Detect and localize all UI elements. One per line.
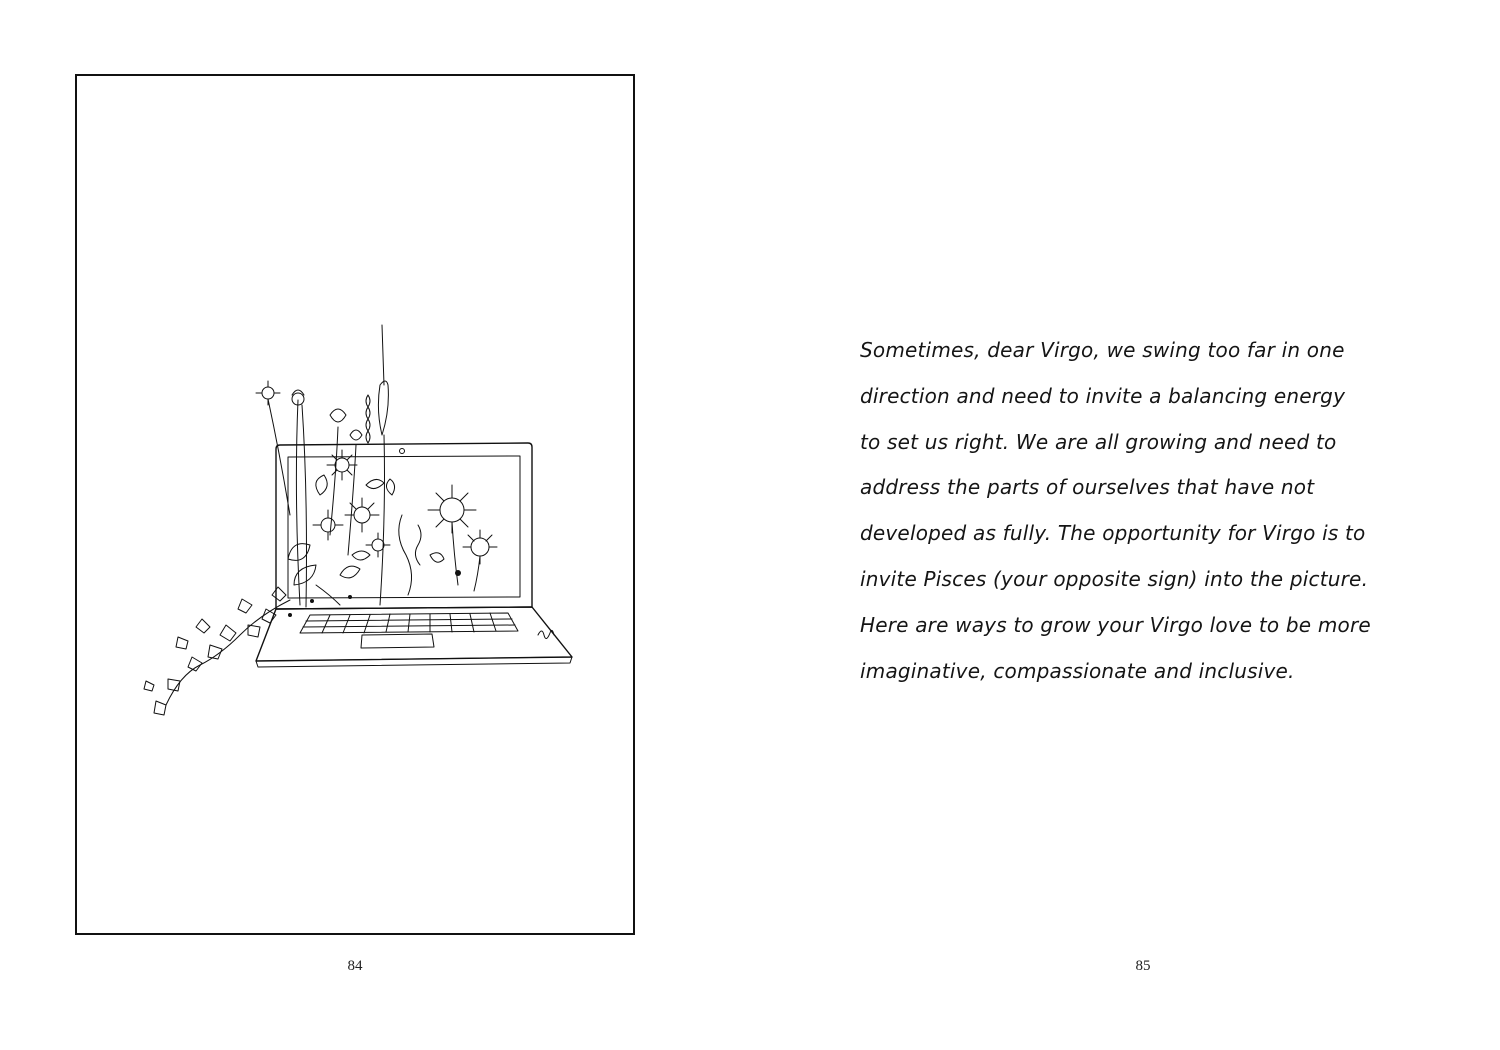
laptop-with-flowers-illustration xyxy=(140,315,580,735)
body-paragraph xyxy=(860,328,1420,694)
paragraph-line: invite Pisces (your opposite sign) into the picture. xyxy=(860,566,1369,591)
paragraph-line: Sometimes, dear Virgo, we swing too far in one xyxy=(860,338,1345,362)
paragraph-line: to set us right. We are all growing and need to xyxy=(860,429,1337,454)
paragraph-line: address the parts of ourselves that have not xyxy=(860,475,1315,500)
paragraph-line: developed as fully. The opportunity for Virgo is to xyxy=(860,521,1366,546)
page-number-left: 84 xyxy=(347,958,363,974)
right-page xyxy=(750,0,1500,1050)
page-number-right: 85 xyxy=(1135,958,1151,974)
paragraph-line: direction and need to invite a balancing energy xyxy=(860,383,1346,408)
paragraph-line: imaginative, compassionate and inclusive. xyxy=(860,658,1295,683)
paragraph-line: Here are ways to grow your Virgo love to be more xyxy=(860,612,1371,637)
